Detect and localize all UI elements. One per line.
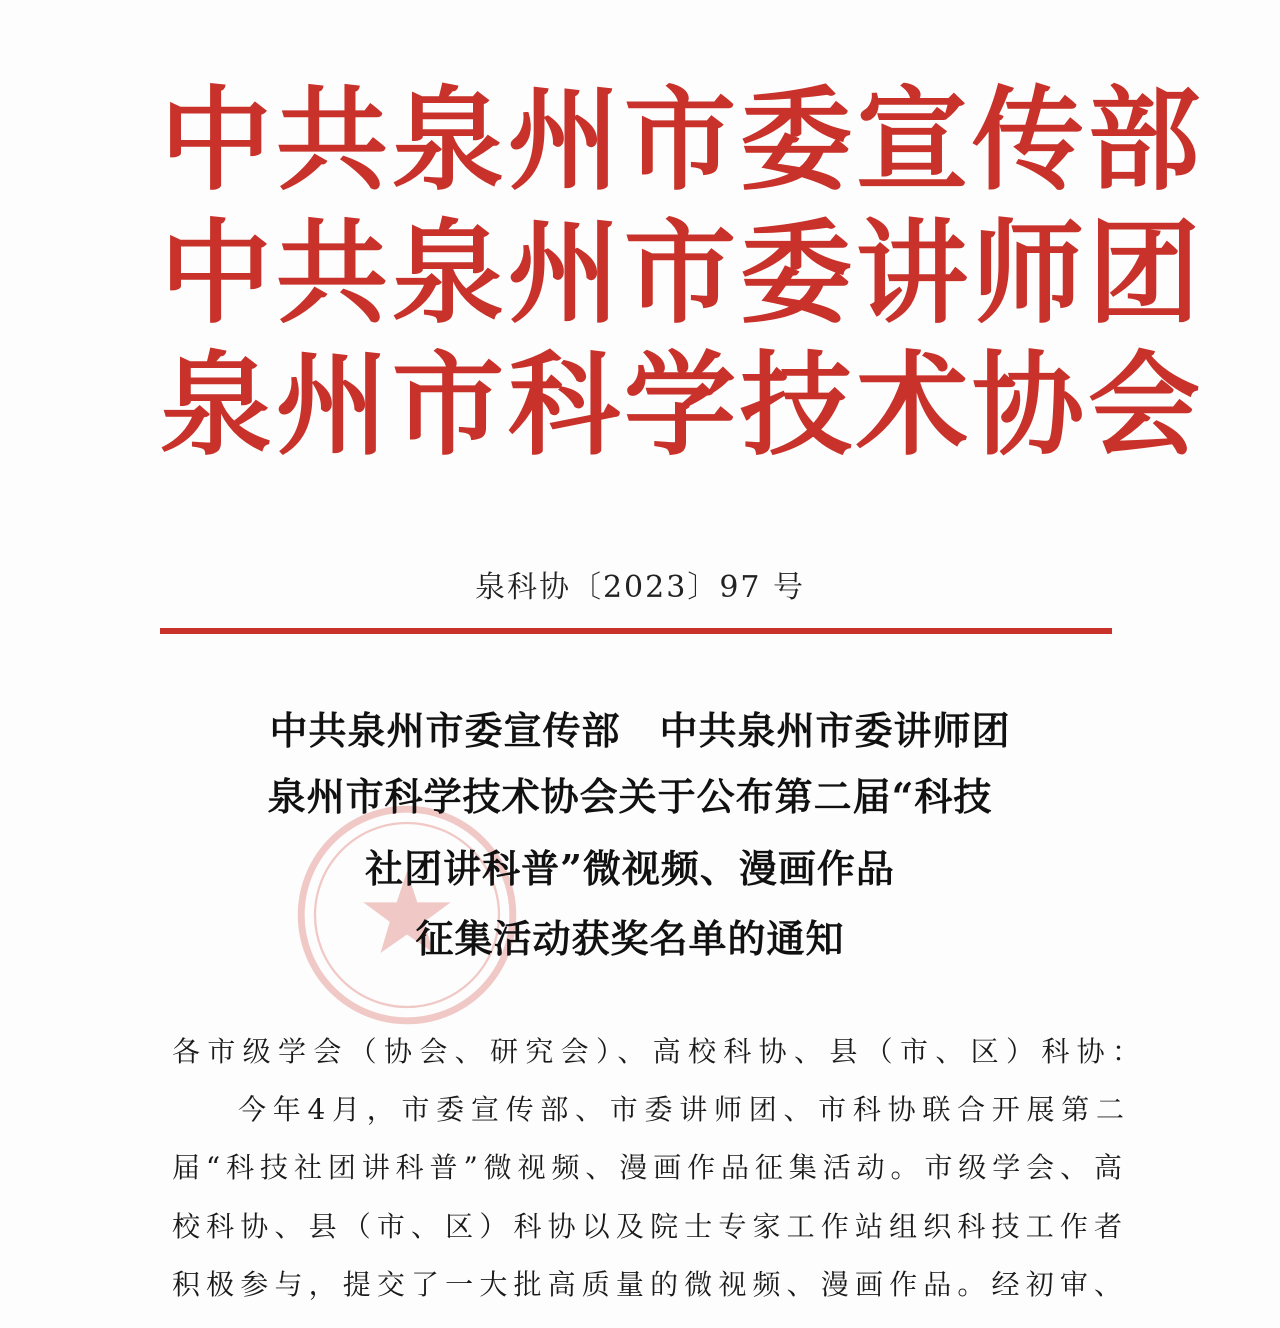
body-line-1: 今年4月，市委宣传部、市委讲师团、市科协联合开展第二 (238, 1093, 1124, 1126)
salutation: 各市级学会（协会、研究会）、高校科协、县（市、区）科协： (172, 1035, 1140, 1068)
red-divider (160, 628, 1112, 634)
masthead-line-3: 泉州市科学技术协会 (160, 341, 1204, 471)
document-number: 泉科协〔2023〕97 号 (474, 570, 806, 605)
title-line-1: 中共泉州市委宣传部 中共泉州市委讲师团 (269, 708, 1011, 753)
masthead-line-1: 中共泉州市委宣传部 (160, 76, 1204, 206)
body-line-3: 校科协、县（市、区）科协以及院士专家工作站组织科技工作者 (172, 1210, 1122, 1243)
body-line-4: 积极参与，提交了一大批高质量的微视频、漫画作品。经初审、 (172, 1268, 1122, 1301)
title-line-2: 泉州市科学技术协会关于公布第二届“科技 (267, 774, 993, 819)
title-line-4: 征集活动获奖名单的通知 (415, 916, 845, 961)
masthead-line-2: 中共泉州市委讲师团 (160, 209, 1204, 339)
body-line-2: 届“科技社团讲科普”微视频、漫画作品征集活动。市级学会、高 (172, 1151, 1122, 1184)
title-line-3: 社团讲科普”微视频、漫画作品 (365, 846, 895, 891)
